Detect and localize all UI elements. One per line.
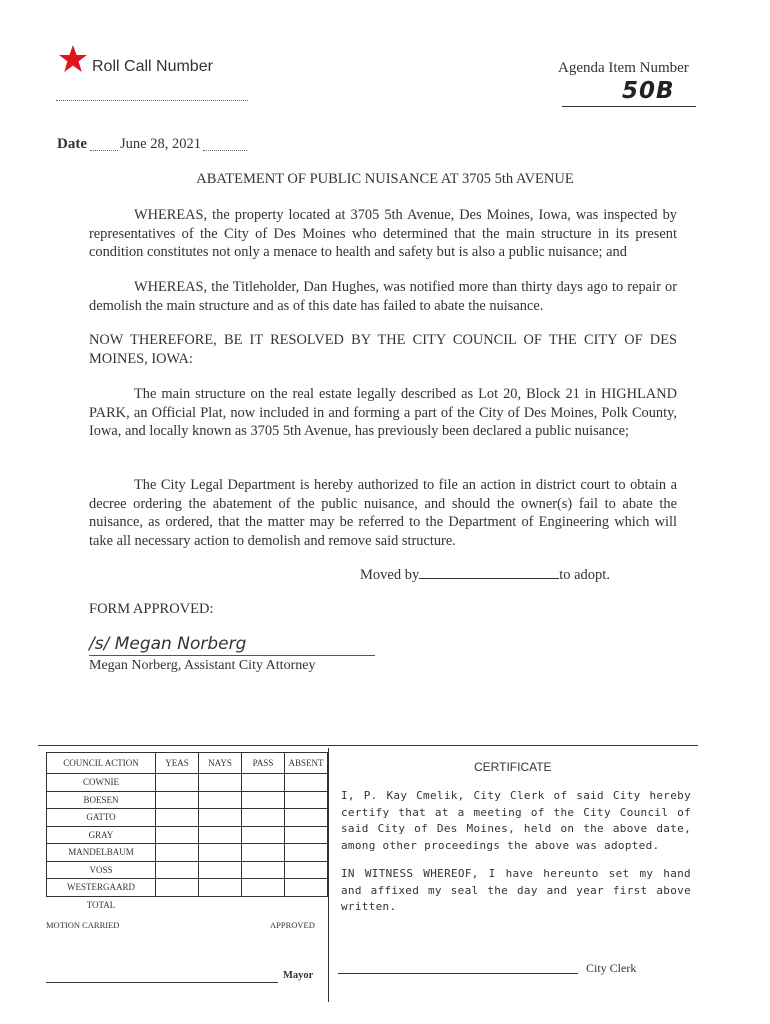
vote-cell xyxy=(242,879,285,897)
vote-cell xyxy=(199,844,242,862)
vote-cell xyxy=(242,809,285,827)
vote-cell xyxy=(156,844,199,862)
member-name: MANDELBAUM xyxy=(47,844,156,862)
member-name: GRAY xyxy=(47,826,156,844)
witness-text: IN WITNESS WHEREOF, I have hereunto set my hand and affixed my seal the day and year first above written. xyxy=(341,867,691,913)
vote-cell xyxy=(285,826,328,844)
form-approved-label: FORM APPROVED: xyxy=(89,601,214,617)
vote-cell xyxy=(285,879,328,897)
nays-header: NAYS xyxy=(199,753,242,774)
roll-call-label: Roll Call Number xyxy=(92,58,213,75)
agenda-item-number: 50B xyxy=(622,78,675,104)
pass-header: PASS xyxy=(242,753,285,774)
date-dots xyxy=(90,150,118,151)
vote-cell xyxy=(156,879,199,897)
council-action-table xyxy=(46,752,328,914)
total-row xyxy=(47,896,328,914)
vote-cell xyxy=(285,896,328,914)
date-label: Date xyxy=(57,136,87,152)
signature-line xyxy=(89,655,375,656)
vote-cell xyxy=(242,774,285,792)
date-value: June 28, 2021 xyxy=(120,136,201,152)
star-icon xyxy=(58,44,88,74)
agenda-item-label: Agenda Item Number xyxy=(558,60,689,76)
mayor-label: Mayor xyxy=(283,970,314,981)
vote-cell xyxy=(156,774,199,792)
member-name: VOSS xyxy=(47,861,156,879)
vote-cell xyxy=(156,861,199,879)
vote-cell xyxy=(285,809,328,827)
vote-cell xyxy=(199,791,242,809)
member-name: BOESEN xyxy=(47,791,156,809)
mayor-signature-line xyxy=(46,982,278,983)
member-name: GATTO xyxy=(47,809,156,827)
vote-cell xyxy=(199,861,242,879)
table-row xyxy=(47,809,328,827)
vote-cell xyxy=(199,774,242,792)
attorney-signature: /s/ Megan Norberg xyxy=(89,634,247,654)
vote-cell xyxy=(199,826,242,844)
approved-label: APPROVED xyxy=(270,920,315,930)
vote-cell xyxy=(285,844,328,862)
table-row xyxy=(47,861,328,879)
date-dots xyxy=(203,150,247,151)
moved-by-line xyxy=(360,566,610,584)
vote-cell xyxy=(242,844,285,862)
table-row xyxy=(47,774,328,792)
to-adopt-label: to adopt. xyxy=(559,567,610,583)
paragraph-whereas-titleholder: WHEREAS, the Titleholder, Dan Hughes, was notified more than thirty days ago to repair or demolish the main structure and as of this date has failed to abate the nuisance. xyxy=(89,279,677,314)
absent-header: ABSENT xyxy=(285,753,328,774)
paragraph-whereas-inspection: WHEREAS, the property located at 3705 5th Avenue, Des Moines, Iowa, was inspected by representatives of the City of Des Moines who determined that the main structure in its present condition constitutes not only a menace to health and safety but is also a public nuisance; and xyxy=(89,207,677,260)
motion-carried-label: MOTION CARRIED xyxy=(46,920,120,930)
moved-by-label: Moved by xyxy=(360,567,420,583)
vote-cell xyxy=(242,896,285,914)
vote-cell xyxy=(242,861,285,879)
table-header-row xyxy=(47,753,328,774)
moved-by-blank xyxy=(419,566,559,579)
vote-cell xyxy=(285,774,328,792)
vote-cell xyxy=(156,896,199,914)
attorney-name: Megan Norberg, Assistant City Attorney xyxy=(89,658,316,673)
column-divider xyxy=(328,748,329,1002)
vote-cell xyxy=(156,809,199,827)
total-label: TOTAL xyxy=(47,896,156,914)
paragraph-legal-authorization: The City Legal Department is hereby authorized to file an action in district court to obtain a decree ordering the abatement of the public nuisance, and should the owner(s) fail to abate the nuisance, as ordered, that the matter may be referred to the Department of Engineering which will take all necessary action to demolish and remove said structure. xyxy=(89,477,677,549)
vote-cell xyxy=(199,896,242,914)
vote-cell xyxy=(156,826,199,844)
vote-cell xyxy=(242,826,285,844)
resolution-title xyxy=(0,171,770,188)
council-action-header: COUNCIL ACTION xyxy=(47,753,156,774)
yeas-header: YEAS xyxy=(156,753,199,774)
paragraph-legal-description: The main structure on the real estate legally described as Lot 20, Block 21 in HIGHLAND PARK, an Official Plat, now included in and forming a part of the City of Des Moines, Polk County, Iowa, and locally known as 3705 5th Avenue, has previously been declared a public nuisance; xyxy=(89,386,677,439)
vote-cell xyxy=(242,791,285,809)
member-name: WESTERGAARD xyxy=(47,879,156,897)
certificate-text: I, P. Kay Cmelik, City Clerk of said City hereby certify that at a meeting of the City Council of said City of Des Moines, held on the above date, among other proceedings the above was adopted. xyxy=(341,789,691,852)
vote-cell xyxy=(199,809,242,827)
agenda-item-line xyxy=(562,106,696,107)
section-divider xyxy=(38,745,698,746)
resolution-title-text: ABATEMENT OF PUBLIC NUISANCE AT 3705 5th AVENUE xyxy=(196,171,574,187)
member-name: COWNIE xyxy=(47,774,156,792)
table-row xyxy=(47,844,328,862)
vote-cell xyxy=(285,791,328,809)
paragraph-resolved: NOW THEREFORE, BE IT RESOLVED BY THE CITY COUNCIL OF THE CITY OF DES MOINES, IOWA: xyxy=(89,332,677,367)
vote-cell xyxy=(156,791,199,809)
roll-call-field xyxy=(56,100,248,101)
table-row xyxy=(47,879,328,897)
certificate-title: CERTIFICATE xyxy=(474,760,552,774)
table-row xyxy=(47,826,328,844)
table-row xyxy=(47,791,328,809)
clerk-signature-line xyxy=(338,973,578,974)
vote-cell xyxy=(285,861,328,879)
vote-cell xyxy=(199,879,242,897)
city-clerk-label: City Clerk xyxy=(586,961,637,975)
